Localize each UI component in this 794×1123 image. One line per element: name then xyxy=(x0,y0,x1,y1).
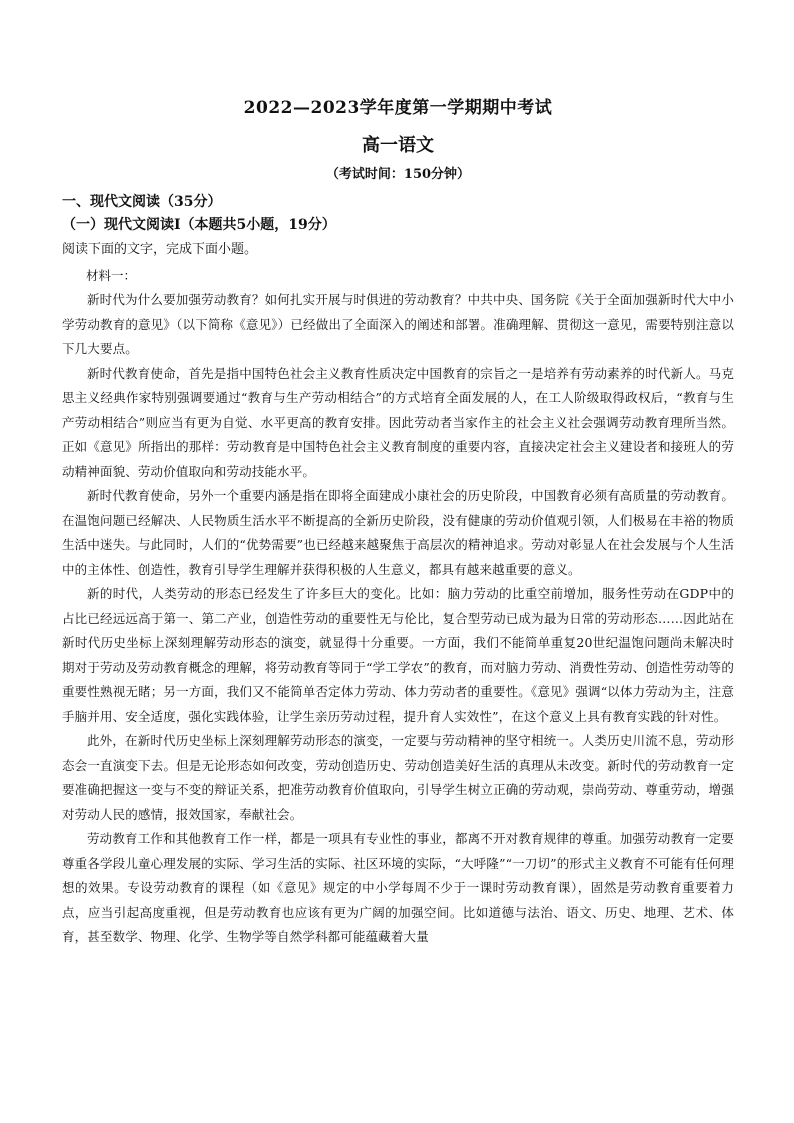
reading-instruction: 阅读下面的文字，完成下面小题。 xyxy=(62,242,258,257)
paragraph: 新时代教育使命，另外一个重要内涵是指在即将全面建成小康社会的历史阶段，中国教育必须有高质量的劳动教育。在温饱问题已经解决、人民物质生活水平不断提高的全新历史阶段，没有健康的劳动价值观引领，人们极易在丰裕的物质生活中迷失。与此同时，人们的“优势需要”也已经越来越聚焦于高层次的精神追求。劳动对彰显人在社会发展与个人生活中的主体性、创造性，教育引导学生理解并获得积极的人生意义，都具有越来越重要的意义。 xyxy=(62,488,734,577)
paragraph: 此外，在新时代历史坐标上深刻理解劳动形态的演变，一定要与劳动精神的坚守相统一。人类历史川流不息，劳动形态会一直演变下去。但是无论形态如何改变，劳动创造历史、劳动创造美好生活的真理从未改变。新时代的劳动教育一定要准确把握这一变与不变的辩证关系，把准劳动教育价值取向，引导学生树立正确的劳动观，崇尚劳动、尊重劳动，增强对劳动人民的感情，报效国家，奉献社会。 xyxy=(62,733,734,822)
paragraph: 新时代教育使命，首先是指中国特色社会主义教育性质决定中国教育的宗旨之一是培养有劳动素养的时代新人。马克思主义经典作家特别强调要通过“教育与生产劳动相结合”的方式培育全面发展的人，在工人阶级取得政权后，“教育与生产劳动相结合”则应当有更为自觉、水平更高的教育安排。因此劳动者当家作主的社会主义社会强调劳动教育理所当然。正如《意见》所指出的那样：劳动教育是中国特色社会主义教育制度的重要内容，直接决定社会主义建设者和接班人的劳动精神面貌、劳动价值取向和劳动技能水平。 xyxy=(62,365,734,479)
material-label: 材料一： xyxy=(86,268,137,283)
exam-title: 2022—2023学年度第一学期期中考试 xyxy=(243,98,553,118)
paragraph: 新时代为什么要加强劳动教育？如何扎实开展与时俱进的劳动教育？中共中央、国务院《关于全面加强新时代大中小学劳动教育的意见》（以下简称《意见》）已经做出了全面深入的阐述和部署。准确理解、贯彻这一意见，需要特别注意以下几大要点。 xyxy=(62,292,734,356)
paragraph: 新的时代，人类劳动的形态已经发生了许多巨大的变化。比如：脑力劳动的比重空前增加，服务性劳动在GDP中的占比已经远远高于第一、第二产业，创造性劳动的重要性无与伦比，复合型劳动已成为最为日常的劳动形态……因此站在新时代历史坐标上深刻理解劳动形态的演变，就显得十分重要。一方面，我们不能简单重复20世纪温饱问题尚未解决时期对于劳动及劳动教育概念的理解，将劳动教育等同于“学工学农”的教育，而对脑力劳动、消费性劳动、创造性劳动等的重要性熟视无睹；另一方面，我们又不能简单否定体力劳动、体力劳动者的重要性。《意见》强调“以体力劳动为主，注意手脑并用、安全适度，强化实践体验，让学生亲历劳动过程，提升育人实效性”，在这个意义上具有教育实践的针对性。 xyxy=(62,586,734,724)
paragraph: 劳动教育工作和其他教育工作一样，都是一项具有专业性的事业，都离不开对教育规律的尊重。加强劳动教育一定要尊重各学段儿童心理发展的实际、学习生活的实际、社区环境的实际，“大呼隆”“一刀切”的形式主义教育不可能有任何理想的效果。专设劳动教育的课程（如《意见》规定的中小学每周不少于一课时劳动教育课），固然是劳动教育重要着力点，应当引起高度重视，但是劳动教育也应该有更为广阔的加强空间。比如道德与法治、语文、历史、地理、艺术、体育，甚至数学、物理、化学、生物学等自然学科都可能蕴藏着大量 xyxy=(62,831,734,944)
exam-subject: 高一语文 xyxy=(362,135,434,156)
section-heading: 一、现代文阅读（35分） xyxy=(62,194,222,210)
exam-time: （考试时间：150分钟） xyxy=(325,167,471,182)
sub-section-heading: （一）现代文阅读Ⅰ（本题共5小题，19分） xyxy=(62,217,336,233)
